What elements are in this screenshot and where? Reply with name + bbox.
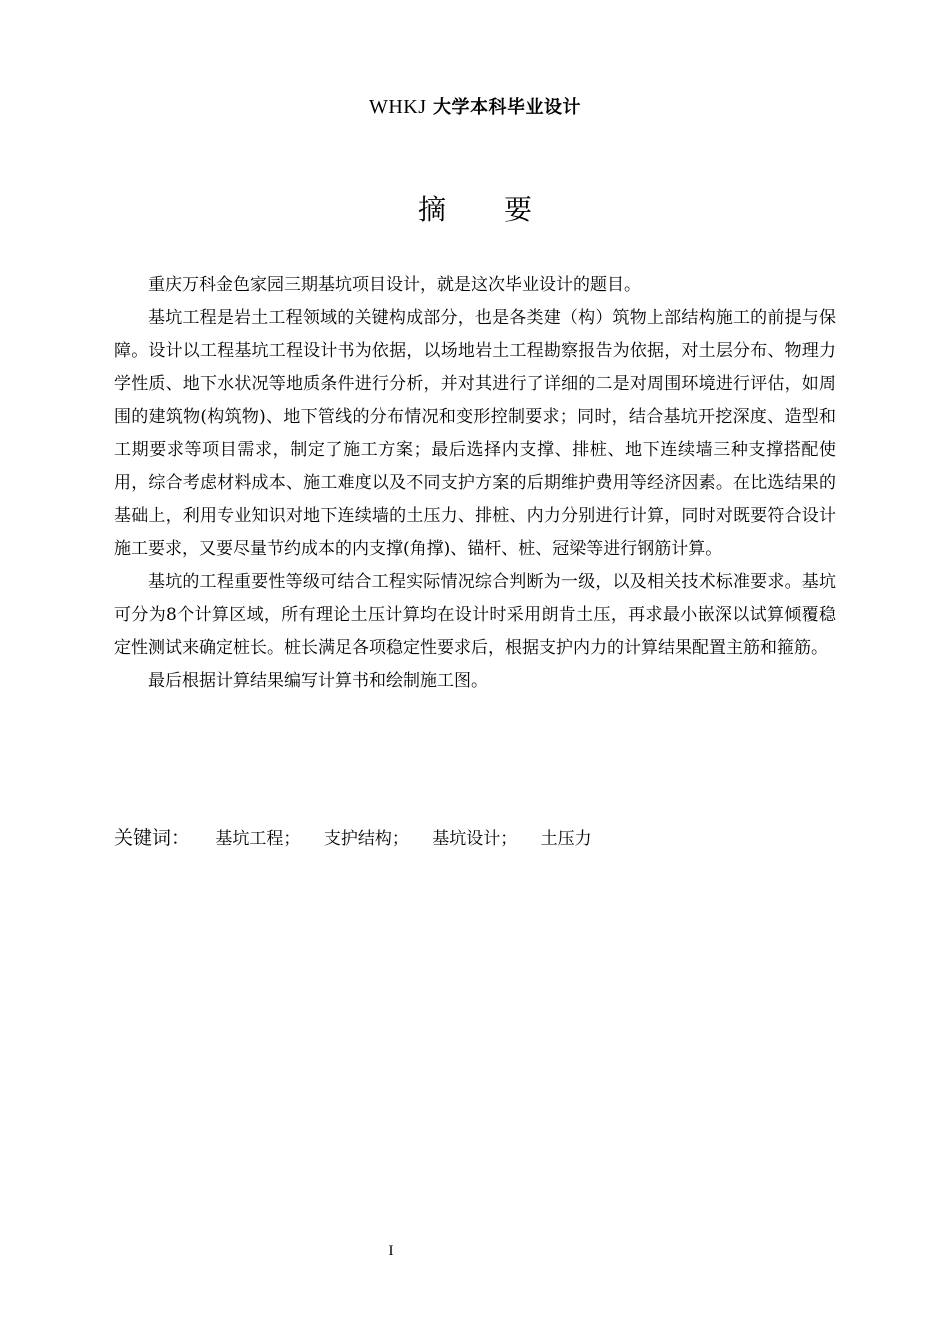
header-code: WHKJ [368, 96, 427, 118]
keywords-line [114, 821, 836, 856]
keyword-item: 土压力 [540, 829, 592, 849]
keyword-item: 支护结构； [323, 829, 409, 849]
abstract-paragraph-4: 最后根据计算结果编写计算书和绘制施工图。 [148, 671, 488, 691]
abstract-paragraph-2: 基坑工程是岩土工程领域的关键构成部分，也是各类建（构）筑物上部结构施工的前提与保障。设计以工程基坑工程设计书为依据，以场地岩土工程勘察报告为依据，对土层分布、物理力学性质、地下水状况等地质条件进行分析，并对其进行了详细的二是对周围环境进行评估，如周围的建筑物(构筑物)、地下管线的分布情况和变形控制要求；同时，结合基坑开挖深度、造型和工期要求等项目需求，制定了施工方案；最后选择内支撑、排桩、地下连续墙三种支撑搭配使用，综合考虑材料成本、施工难度以及不同支护方案的后期维护费用等经济因素。在比选结果的基础上，利用专业知识对地下连续墙的土压力、排桩、内力分别进行计算，同时对既要符合设计施工要求，又要尽量节约成本的内支撑(角撑)、锚杆、桩、冠梁等进行钢筋计算。 [114, 308, 836, 559]
keyword-item: 基坑工程； [215, 829, 301, 849]
page-header [0, 94, 950, 121]
keywords-label: 关键词： [114, 827, 191, 849]
page-number: I [388, 1243, 394, 1259]
abstract-title: 摘要 [417, 193, 590, 226]
abstract-body [114, 269, 836, 698]
keyword-item: 基坑设计； [432, 829, 518, 849]
abstract-paragraph-3: 基坑的工程重要性等级可结合工程实际情况综合判断为一级，以及相关技术标准要求。基坑可分为8个计算区域，所有理论土压计算均在设计时采用朗肯土压，再求最小嵌深以试算倾覆稳定性测试来确定桩长。桩长满足各项稳定性要求后，根据支护内力的计算结果配置主筋和箍筋。 [114, 572, 836, 658]
abstract-paragraph-1: 重庆万科金色家园三期基坑项目设计，就是这次毕业设计的题目。 [148, 275, 641, 295]
header-university: 大学本科毕业设计 [433, 97, 582, 118]
